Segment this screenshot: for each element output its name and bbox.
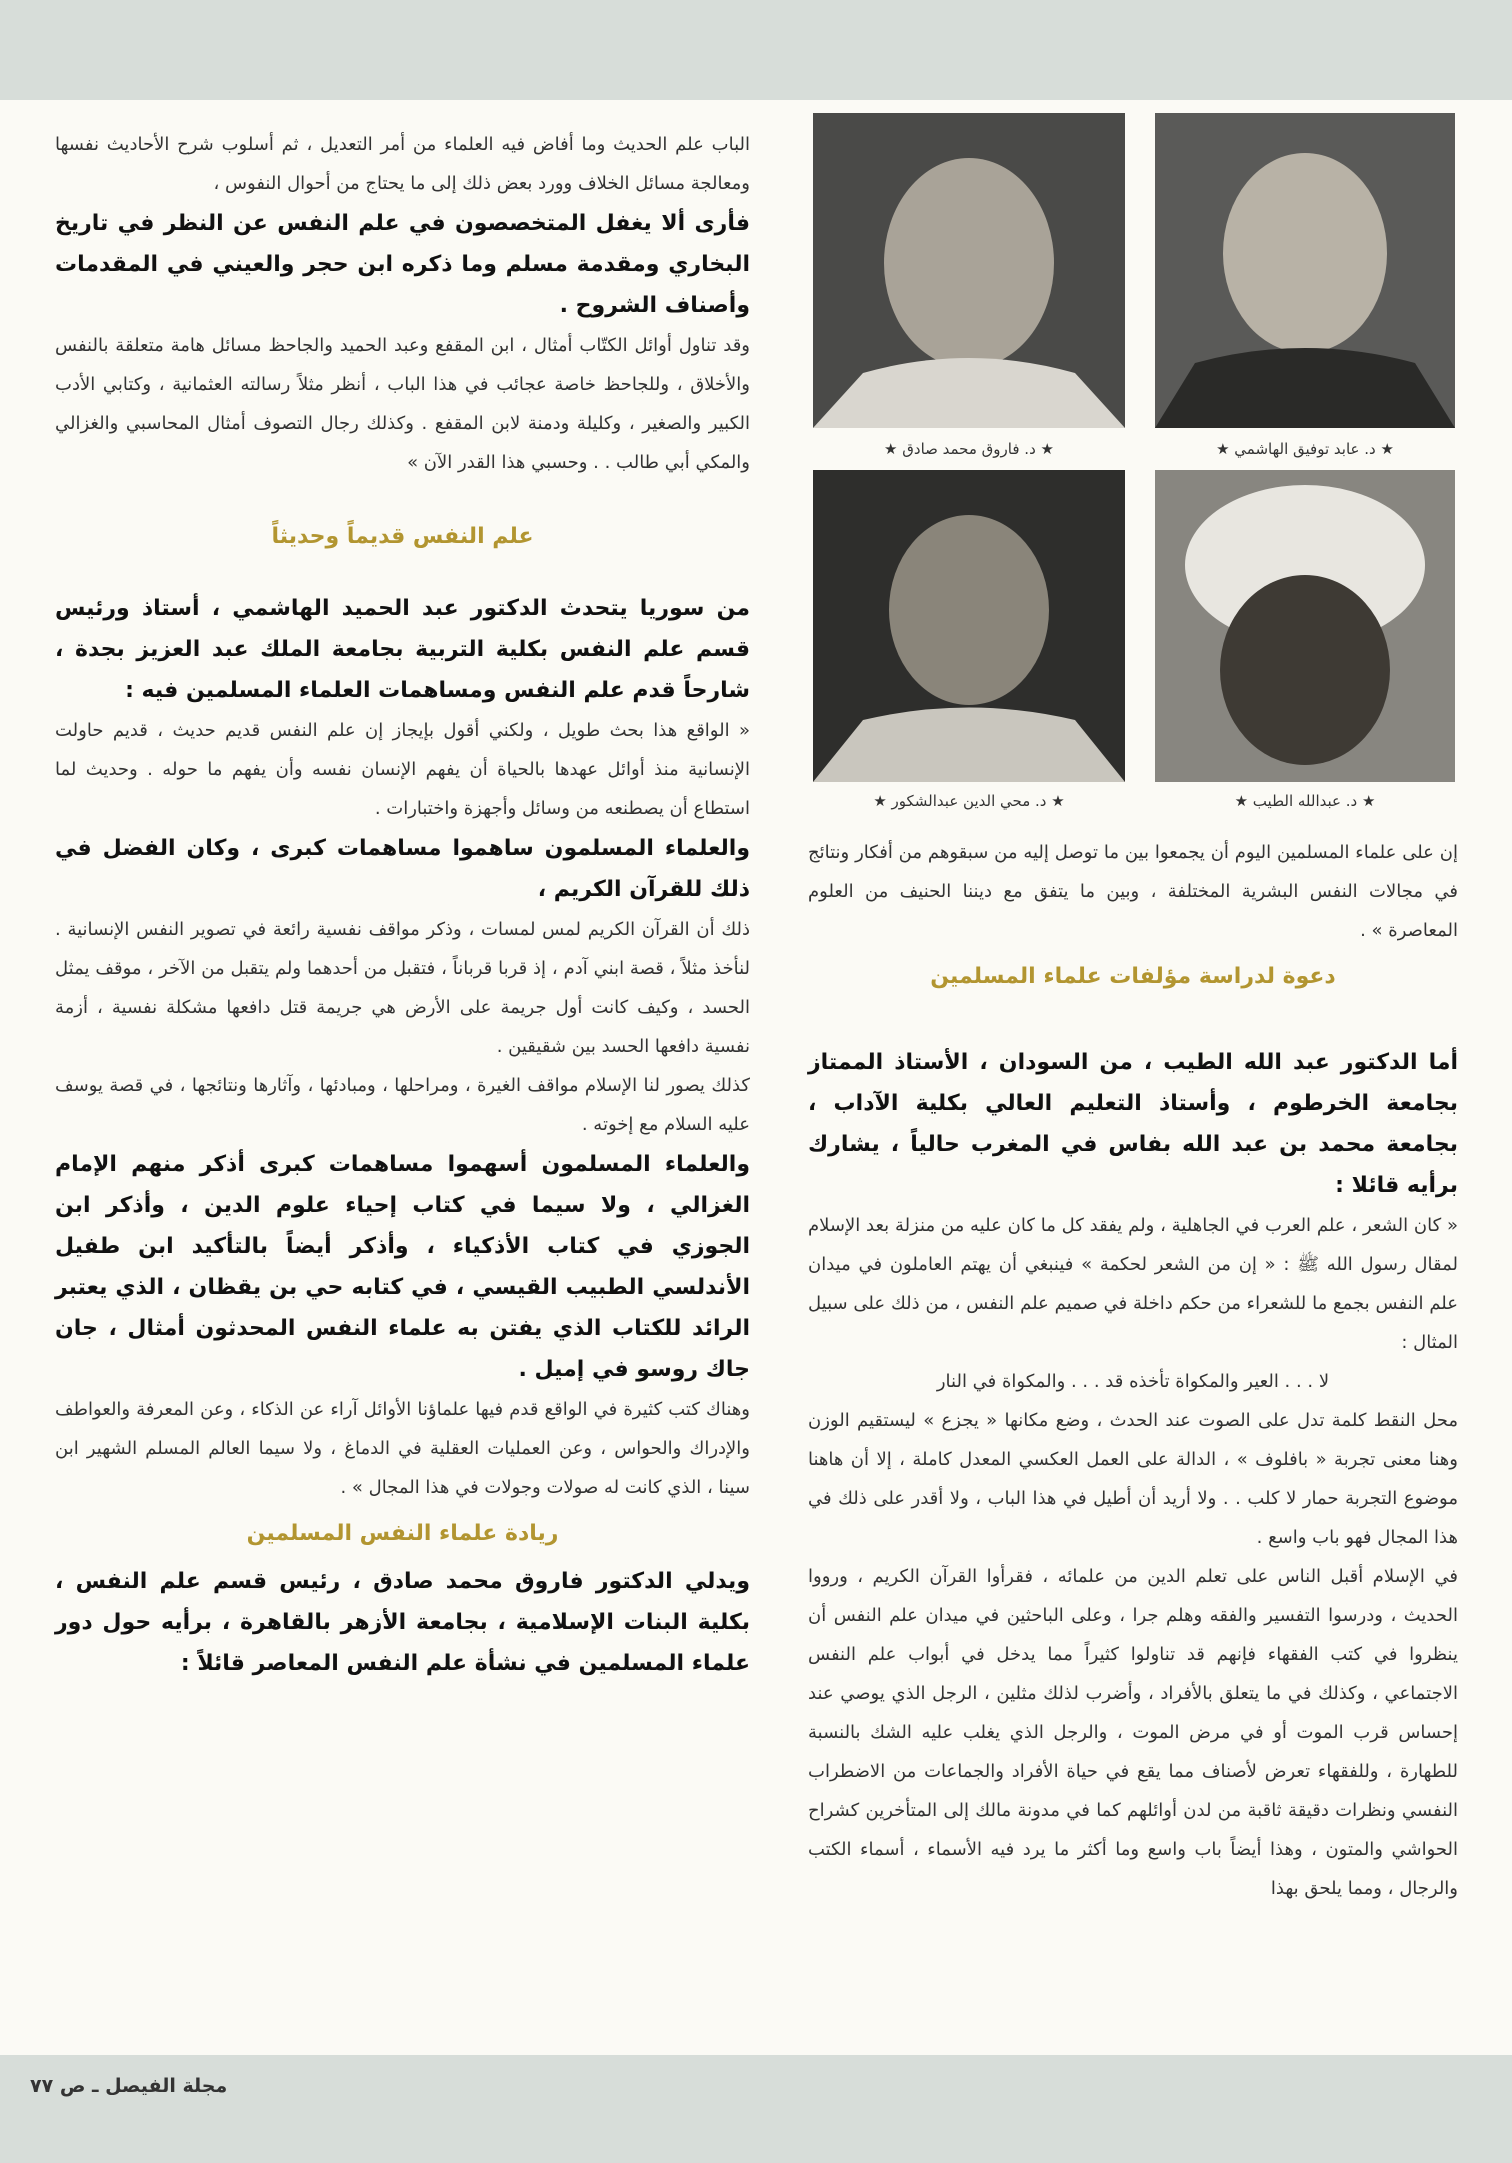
section-heading-psychology: علم النفس قديماً وحديثاً <box>271 524 534 549</box>
photo-caption-1: ★ د. عابد توفيق الهاشمي ★ <box>1216 440 1394 458</box>
left-paragraph-8: كذلك يصور لنا الإسلام مواقف الغيرة ، ومراحلها ، ومبادئها ، وآثارها ونتائجها ، في قصة يوسف عليه السلام مع إخوته . <box>55 1075 750 1135</box>
bottom-band <box>0 2055 1512 2163</box>
left-paragraph-2: فأرى ألا يغفل المتخصصون في علم النفس عن النظر في تاريخ البخاري ومقدمة مسلم وما ذكره ابن حجر والعيني في المقدمات وأصناف الشروح . <box>55 211 750 318</box>
portrait-image-4 <box>813 470 1125 782</box>
right-paragraph-4: في الإسلام أقبل الناس على تعلم الدين من علمائه ، فقرأوا القرآن الكريم ، ورووا الحديث ، ودرسوا التفسير والفقه وهلم جرا ، وعلى الباحثين في ميدان علم النفس أن ينظروا في كتب الفقهاء فإنهم قد تناولوا كثيراً مما يدخل في أبواب علم النفس الاجتماعي ، وكذلك في ما يتعلق بالأفراد ، وأضرب لذلك مثلين ، الرجل الذي يوصي عند إحساس قرب الموت أو في مرض الموت ، والرجل الذي يغلب عليه الشك بالنسبة للطهارة ، وللفقهاء تعرض لأصناف مما يقع في حياة الأفراد والجماعات من الاضطراب النفسي ونظرات دقيقة ثاقبة من لدن أوائلهم كما في مدونة مالك إلى المتأخرين كشراح الحواشي والمتون ، وهذا أيضاً باب واسع وما أكثر ما يرد فيه الأسماء ، أسماء الكتب والرجال ، ومما يلحق بهذا <box>808 1566 1458 1899</box>
left-paragraph-4: من سوريا يتحدث الدكتور عبد الحميد الهاشمي ، أستاذ ورئيس قسم علم النفس بكلية التربية بجامعة الملك عبد العزيز بجدة ، شارحاً قدم علم النفس ومساهمات العلماء المسلمين فيه : <box>55 596 750 703</box>
portrait-photo-3 <box>1155 470 1455 782</box>
left-paragraph-6: والعلماء المسلمون ساهموا مساهمات كبرى ، وكان الفضل في ذلك للقرآن الكريم ، <box>55 836 750 902</box>
left-paragraph-7: ذلك أن القرآن الكريم لمس لمسات ، وذكر مواقف نفسية رائعة في تصوير النفس الإنسانية . لنأخذ مثلاً ، قصة ابني آدم ، إذ قربا قرباناً ، فتقبل من أحدهما ولم يتقبل من الآخر ، موقف يمثل الحسد ، وكيف كانت أول جريمة على الأرض هي جريمة قتل دافعها مشكلة نفسية ، أزمة نفسية دافعها الحسد بين شقيقين . <box>55 919 750 1057</box>
photo-caption-4: ★ د. محي الدين عبدالشكور ★ <box>873 792 1065 810</box>
right-column <box>808 825 1458 1908</box>
right-paragraph-3: محل النقط كلمة تدل على الصوت عند الحدث ، وضع مكانها « يجزع » ليستقيم الوزن وهنا معنى تجربة « بافلوف » ، الدالة على العمل العكسي المعدل كاملة ، إلا أن هاهنا موضوع التجربة حمار لا كلب . . ولا أريد أن أطيل في هذا الباب ، ولا أقدر على ذلك في هذا المجال فهو باب واسع . <box>808 1410 1458 1548</box>
photo-caption-3: ★ د. عبدالله الطيب ★ <box>1234 792 1376 810</box>
portrait-photo-4 <box>813 470 1125 782</box>
right-paragraph-2: « كان الشعر ، علم العرب في الجاهلية ، ولم يفقد كل ما كان عليه من منزلة بعد الإسلام لمقال رسول الله ﷺ : « إن من الشعر لحكمة » فينبغي أن يهتم العاملون في ميدان علم النفس بجمع ما للشعراء من حكم داخلة في صميم علم النفس ، من ذلك على سبيل المثال : <box>808 1215 1458 1353</box>
left-paragraph-1: الباب علم الحديث وما أفاض فيه العلماء من أمر التعديل ، ثم أسلوب شرح الأحاديث نفسها ومعالجة مسائل الخلاف وورد بعض ذلك إلى ما يحتاج من أحوال النفوس ، <box>55 134 750 194</box>
portrait-photo-1 <box>1155 113 1455 428</box>
left-paragraph-3: وقد تناول أوائل الكتّاب أمثال ، ابن المقفع وعبد الحميد والجاحظ مسائل هامة متعلقة بالنفس والأخلاق ، وللجاحظ خاصة عجائب في هذا الباب ، أنظر مثلاً رسالته العثمانية ، وكتابي الأدب الكبير والصغير ، وكليلة ودمنة لابن المقفع . وكذلك رجال التصوف أمثال المحاسبي والغزالي والمكي أبي طالب . . وحسبي هذا القدر الآن » <box>55 335 750 473</box>
poetry-verse: لا . . . العير والمكواة تأخذه قد . . . والمكواة في النار <box>936 1371 1330 1392</box>
intro-paragraph: إن على علماء المسلمين اليوم أن يجمعوا بين ما توصل إليه من سبقوهم من أفكار ونتائج في مجالات النفس البشرية المختلفة ، وبين ما يتفق مع ديننا الحنيف من العلوم المعاصرة » . <box>808 842 1458 941</box>
left-paragraph-5: « الواقع هذا بحث طويل ، ولكني أقول بإيجاز إن علم النفس قديم حديث ، قديم حاولت الإنسانية منذ أوائل عهدها بالحياة أن يفهم الإنسان نفسه وأن يفهم ما حوله . وحديث لما استطاع أن يصطنعه من وسائل وأجهزة واختبارات . <box>55 720 750 819</box>
left-paragraph-10: وهناك كتب كثيرة في الواقع قدم فيها علماؤنا الأوائل آراء عن الذكاء ، وعن المعرفة والعواطف والإدراك والحواس ، وعن العمليات العقلية في الدماغ ، ولا سيما العالم المسلم الشهير ابن سينا ، الذي كانت له صولات وجولات في هذا المجال » . <box>55 1399 750 1498</box>
portrait-image-2 <box>813 113 1125 428</box>
section-heading-invitation: دعوة لدراسة مؤلفات علماء المسلمين <box>930 964 1336 989</box>
portrait-image-3 <box>1155 470 1455 782</box>
left-paragraph-9: والعلماء المسلمون أسهموا مساهمات كبرى أذكر منهم الإمام الغزالي ، ولا سيما في كتاب إحياء علوم الدين ، وأذكر ابن الجوزي في كتاب الأذكياء ، وأذكر أيضاً بالتأكيد ابن طفيل الأندلسي الطبيب القيسي ، في كتابه حي بن يقظان ، الذي يعتبر الرائد للكتاب الذي يفتن به علماء النفس المحدثون أمثال ، جان جاك روسو في إميل . <box>55 1152 750 1382</box>
portrait-photo-2 <box>813 113 1125 428</box>
photo-caption-2: ★ د. فاروق محمد صادق ★ <box>884 440 1054 458</box>
section-heading-pioneers: ريادة علماء النفس المسلمين <box>246 1521 559 1546</box>
left-column <box>55 125 750 1684</box>
page-footer: مجلة الفيصل ـ ص ٧٧ <box>30 2075 228 2097</box>
left-paragraph-11: ويدلي الدكتور فاروق محمد صادق ، رئيس قسم علم النفس ، بكلية البنات الإسلامية ، بجامعة الأزهر بالقاهرة ، برأيه حول دور علماء المسلمين في نشأة علم النفس المعاصر قائلاً : <box>55 1569 750 1676</box>
portrait-image-1 <box>1155 113 1455 428</box>
top-band <box>0 0 1512 100</box>
right-paragraph-1: أما الدكتور عبد الله الطيب ، من السودان ، الأستاذ الممتاز بجامعة الخرطوم ، وأستاذ التعليم العالي بكلية الآداب ، بجامعة محمد بن عبد الله بفاس في المغرب حالياً ، يشارك برأيه قائلا : <box>808 1050 1458 1198</box>
